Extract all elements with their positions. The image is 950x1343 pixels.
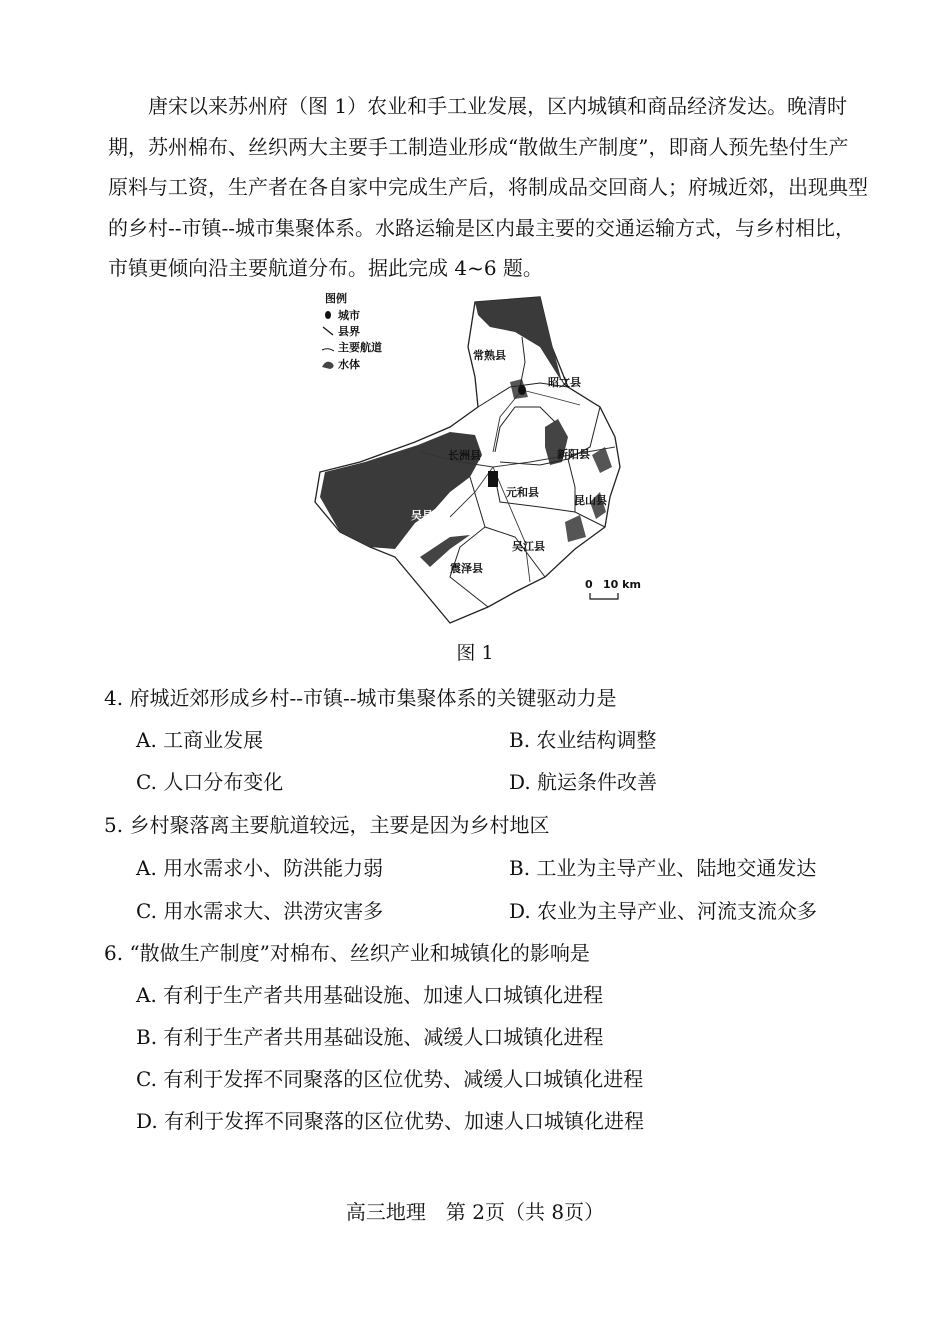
county-label: 元和县 <box>506 486 539 499</box>
intro-line: 与乡村相比，市镇更倾向沿主要航道分布。据此完成 4~6 题。 <box>108 215 856 280</box>
scale-label: 10 km <box>603 578 641 591</box>
intro-paragraph <box>108 86 868 289</box>
intro-line: 时期，苏州棉布、丝织两大主要手工制造业形成“散做生产制度”，即商人预先垫 <box>108 94 848 159</box>
question-stem: 乡村聚落离主要航道较远，主要是因为乡村地区 <box>129 813 550 837</box>
option-letter: A. <box>136 728 157 752</box>
question-6 <box>104 937 590 966</box>
option-4b[interactable] <box>509 724 656 753</box>
intro-line: 付生产原料与工资，生产者在各自家中完成生产后，将制成品交回商人；府城近郊， <box>108 134 849 199</box>
county-label: 吴县 <box>411 509 433 522</box>
option-letter: B. <box>509 728 531 752</box>
intro-line: 出现典型的乡村--市镇--城市集聚体系。水路运输是区内最主要的交通运输方式， <box>108 175 868 240</box>
option-letter: D. <box>509 899 531 923</box>
page-footer: 高三地理 第 2页（共 8页） <box>345 1200 605 1224</box>
option-text: 用水需求小、防洪能力弱 <box>163 856 384 880</box>
city-suzhou-marker <box>488 471 498 487</box>
option-text: 有利于生产者共用基础设施、加速人口城镇化进程 <box>163 983 604 1007</box>
scale-bar <box>590 593 618 599</box>
option-6d[interactable] <box>136 1105 644 1134</box>
option-letter: D. <box>136 1109 158 1133</box>
intro-line: 唐宋以来苏州府（图 1）农业和手工业发展，区内城镇和商品经济发达。晚清 <box>148 94 828 118</box>
option-text: 有利于发挥不同聚落的区位优势、加速人口城镇化进程 <box>164 1109 645 1133</box>
option-text: 农业为主导产业、河流支流众多 <box>537 899 818 923</box>
option-4d[interactable] <box>509 766 657 795</box>
question-4 <box>104 682 616 711</box>
legend-water: 水体 <box>338 358 360 371</box>
option-letter: B. <box>509 856 531 880</box>
option-letter: A. <box>136 856 157 880</box>
option-letter: B. <box>136 1025 158 1049</box>
option-text: 有利于生产者共用基础设施、减缓人口城镇化进程 <box>163 1025 604 1049</box>
legend-waterway: 主要航道 <box>338 341 382 354</box>
option-text: 用水需求大、洪涝灾害多 <box>163 899 384 923</box>
question-number: 6. <box>104 941 124 965</box>
option-letter: A. <box>136 983 157 1007</box>
option-6c[interactable] <box>136 1063 643 1092</box>
option-5c[interactable] <box>136 895 383 924</box>
option-text: 工业为主导产业、陆地交通发达 <box>536 856 817 880</box>
option-letter: D. <box>509 770 531 794</box>
question-stem: “散做生产制度”对棉布、丝织产业和城镇化的影响是 <box>129 941 590 965</box>
legend-boundary: 县界 <box>338 325 360 338</box>
option-text: 工商业发展 <box>163 728 264 752</box>
scale-zero: 0 <box>585 578 593 591</box>
suzhou-map <box>300 287 650 627</box>
option-letter: C. <box>136 1067 157 1091</box>
legend-title: 图例 <box>325 292 347 305</box>
county-label: 震泽县 <box>450 562 483 575</box>
question-5 <box>104 809 549 838</box>
option-6b[interactable] <box>136 1021 603 1050</box>
option-4c[interactable] <box>136 766 283 795</box>
county-label: 昭文县 <box>548 376 581 389</box>
city-legend-icon <box>325 311 331 319</box>
option-4a[interactable] <box>136 724 263 753</box>
option-5d[interactable] <box>509 895 817 924</box>
option-6a[interactable] <box>136 979 603 1008</box>
option-text: 农业结构调整 <box>536 728 657 752</box>
question-number: 5. <box>104 813 124 837</box>
county-label: 吴江县 <box>512 540 545 553</box>
county-label: 新阳县 <box>557 448 590 461</box>
legend-city: 城市 <box>338 309 360 322</box>
option-letter: C. <box>136 770 157 794</box>
option-text: 有利于发挥不同聚落的区位优势、减缓人口城镇化进程 <box>163 1067 644 1091</box>
option-5a[interactable] <box>136 852 383 881</box>
question-number: 4. <box>104 686 124 710</box>
option-5b[interactable] <box>509 852 816 881</box>
county-label: 长洲县 <box>448 449 481 462</box>
county-label: 昆山县 <box>574 494 607 507</box>
boundary-legend-icon <box>323 327 333 335</box>
water-legend-icon <box>322 362 334 369</box>
city-changshu-marker <box>518 385 526 395</box>
waterway-legend-icon <box>322 349 334 351</box>
option-text: 航运条件改善 <box>537 770 658 794</box>
figure-caption: 图 1 <box>456 642 494 664</box>
option-letter: C. <box>136 899 157 923</box>
question-stem: 府城近郊形成乡村--市镇--城市集聚体系的关键驱动力是 <box>129 686 617 710</box>
county-label: 常熟县 <box>473 349 506 362</box>
option-text: 人口分布变化 <box>163 770 284 794</box>
